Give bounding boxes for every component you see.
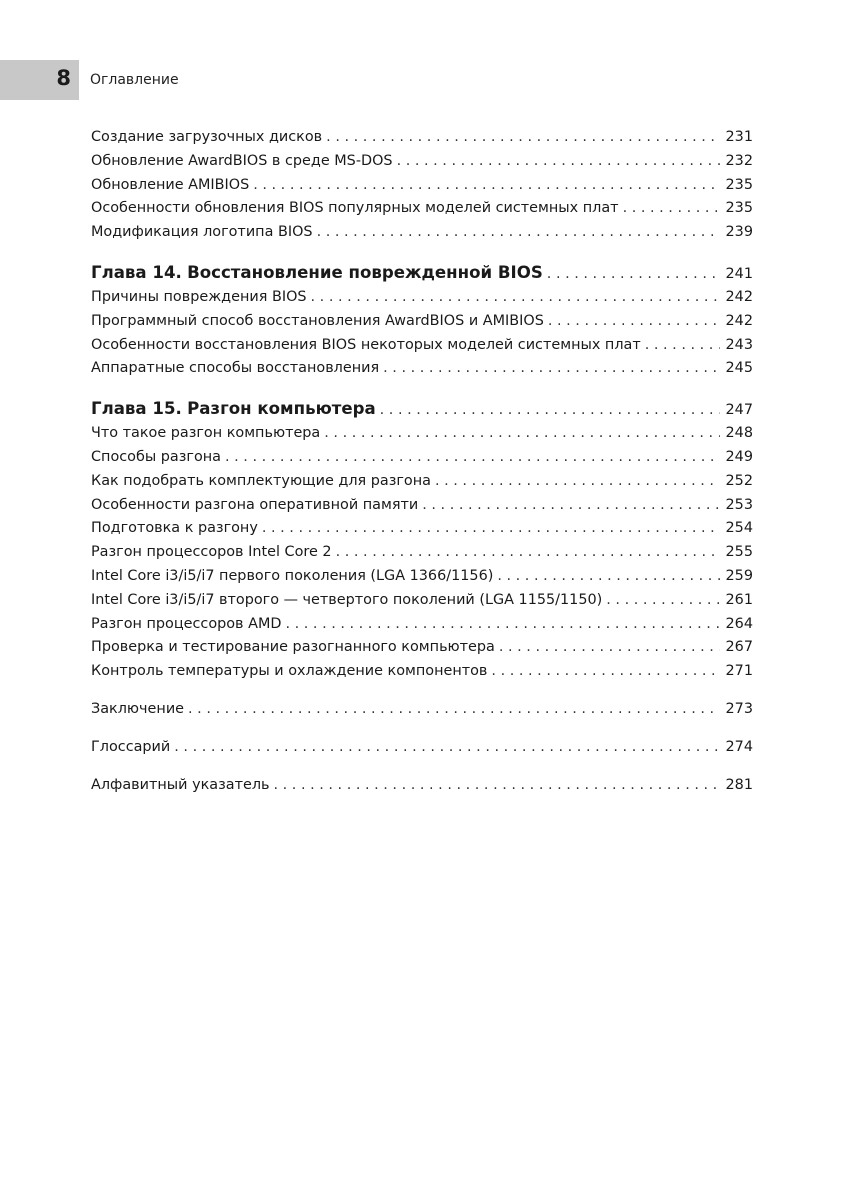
toc-entry[interactable] bbox=[91, 494, 753, 518]
dot-leader bbox=[435, 470, 720, 494]
toc-entry[interactable] bbox=[91, 470, 753, 494]
toc-entry[interactable] bbox=[91, 126, 753, 150]
toc-entry-title: Разгон процессоров AMD bbox=[91, 615, 282, 632]
toc-entry-title: Глоссарий bbox=[91, 738, 171, 755]
dot-leader bbox=[324, 422, 719, 446]
toc-entry-page: 273 bbox=[725, 700, 753, 717]
toc-entry-page: 267 bbox=[725, 639, 753, 656]
toc-entry-title: Разгон процессоров Intel Core 2 bbox=[91, 544, 332, 561]
toc-entry-page: 247 bbox=[725, 402, 753, 419]
toc-entry-page: 253 bbox=[725, 496, 753, 513]
toc-entry-page: 259 bbox=[725, 567, 753, 584]
dot-leader bbox=[253, 174, 719, 198]
toc-entry[interactable] bbox=[91, 174, 753, 198]
toc-entry-title: Intel Core i3/i5/i7 второго — четвертого поколений (LGA 1155/1150) bbox=[91, 591, 603, 608]
toc-entry[interactable] bbox=[91, 357, 753, 381]
toc-entry-page: 248 bbox=[725, 425, 753, 442]
dot-leader bbox=[174, 736, 719, 760]
toc-entry-title: Особенности разгона оперативной памяти bbox=[91, 496, 419, 513]
dot-leader bbox=[623, 197, 720, 221]
toc-entry-title: Обновление AwardBIOS в среде MS-DOS bbox=[91, 152, 393, 169]
toc-index[interactable] bbox=[91, 774, 753, 798]
toc-entry-page: 232 bbox=[725, 152, 753, 169]
toc-entry-page: 271 bbox=[725, 663, 753, 680]
chapter-label: Глава 14. bbox=[91, 262, 182, 282]
toc-entry-title: Что такое разгон компьютера bbox=[91, 425, 321, 442]
chapter-heading bbox=[91, 260, 547, 286]
toc-entry[interactable] bbox=[91, 589, 753, 613]
toc-entry[interactable] bbox=[91, 197, 753, 221]
dot-leader bbox=[225, 446, 720, 470]
toc-entry[interactable] bbox=[91, 446, 753, 470]
dot-leader bbox=[336, 541, 720, 565]
toc-entry-title: Как подобрать комплектующие для разгона bbox=[91, 472, 431, 489]
toc-entry-page: 242 bbox=[725, 312, 753, 329]
dot-leader bbox=[311, 286, 720, 310]
dot-leader bbox=[548, 310, 720, 334]
dot-leader bbox=[274, 774, 720, 798]
toc-entry-page: 239 bbox=[725, 224, 753, 241]
toc-entry-page: 231 bbox=[725, 129, 753, 145]
toc-entry-page: 235 bbox=[725, 200, 753, 217]
dot-leader bbox=[326, 126, 719, 150]
dot-leader bbox=[317, 221, 720, 245]
toc-entry-page: 249 bbox=[725, 448, 753, 465]
page-number-tab bbox=[0, 60, 79, 100]
toc-chapter-15[interactable] bbox=[91, 396, 753, 422]
toc-entry-title: Способы разгона bbox=[91, 448, 221, 465]
dot-leader bbox=[422, 494, 719, 518]
toc-entry[interactable] bbox=[91, 517, 753, 541]
toc-entry-title: Программный способ восстановления AwardBIOS и AMIBIOS bbox=[91, 312, 544, 329]
toc-glossary[interactable] bbox=[91, 736, 753, 760]
toc-entry-page: 255 bbox=[725, 544, 753, 561]
toc-entry-title: Особенности обновления BIOS популярных моделей системных плат bbox=[91, 200, 619, 217]
running-title: Оглавление bbox=[90, 72, 179, 88]
toc-entry-title: Особенности восстановления BIOS некоторых моделей системных плат bbox=[91, 336, 641, 353]
toc-entry[interactable] bbox=[91, 636, 753, 660]
dot-leader bbox=[188, 698, 720, 722]
chapter-heading bbox=[91, 396, 380, 422]
toc-entry-title: Причины повреждения BIOS bbox=[91, 288, 307, 305]
dot-leader bbox=[397, 150, 720, 174]
toc-entry-page: 264 bbox=[725, 615, 753, 632]
toc-entry[interactable] bbox=[91, 221, 753, 245]
dot-leader bbox=[606, 589, 719, 613]
dot-leader bbox=[380, 397, 720, 422]
toc-entry-title: Аппаратные способы восстановления bbox=[91, 360, 380, 377]
toc-entry[interactable] bbox=[91, 541, 753, 565]
dot-leader bbox=[645, 334, 720, 358]
toc-entry-page: 242 bbox=[725, 288, 753, 305]
dot-leader bbox=[499, 636, 720, 660]
dot-leader bbox=[547, 261, 720, 286]
dot-leader bbox=[497, 565, 719, 589]
dot-leader bbox=[491, 660, 719, 684]
toc-entry-page: 254 bbox=[725, 520, 753, 537]
dot-leader bbox=[383, 357, 719, 381]
toc-entry-title: Подготовка к разгону bbox=[91, 520, 258, 537]
toc-entry-title: Контроль температуры и охлаждение компонентов bbox=[91, 663, 488, 680]
toc-entry-title: Intel Core i3/i5/i7 первого поколения (LGA 1366/1156) bbox=[91, 567, 494, 584]
chapter-name: Разгон компьютера bbox=[187, 399, 376, 419]
toc-conclusion[interactable] bbox=[91, 698, 753, 722]
toc-entry-page: 243 bbox=[725, 336, 753, 353]
chapter-label: Глава 15. bbox=[91, 399, 182, 419]
toc-entry-title: Проверка и тестирование разогнанного компьютера bbox=[91, 639, 495, 656]
toc-entry[interactable] bbox=[91, 565, 753, 589]
toc-entry[interactable] bbox=[91, 660, 753, 684]
toc-entry-title: Обновление AMIBIOS bbox=[91, 176, 250, 193]
toc-entry[interactable] bbox=[91, 334, 753, 358]
toc-entry[interactable] bbox=[91, 613, 753, 637]
toc-entry-page: 274 bbox=[725, 738, 753, 755]
toc-entry-page: 235 bbox=[725, 176, 753, 193]
toc-chapter-14[interactable] bbox=[91, 260, 753, 286]
toc-entry-page: 245 bbox=[725, 360, 753, 377]
toc-entry-page: 261 bbox=[725, 591, 753, 608]
toc-entry-title: Модификация логотипа BIOS bbox=[91, 224, 313, 241]
toc-entry-title: Заключение bbox=[91, 700, 185, 717]
toc-entry-page: 252 bbox=[725, 472, 753, 489]
toc-entry-title: Алфавитный указатель bbox=[91, 776, 270, 793]
toc-entry-page: 281 bbox=[725, 776, 753, 793]
table-of-contents bbox=[91, 126, 753, 797]
toc-entry-title: Создание загрузочных дисков bbox=[91, 129, 323, 145]
toc-entry-page: 241 bbox=[725, 265, 753, 282]
toc-entry[interactable] bbox=[91, 286, 753, 310]
page-number: 8 bbox=[56, 66, 71, 90]
dot-leader bbox=[262, 517, 720, 541]
toc-entry[interactable] bbox=[91, 310, 753, 334]
dot-leader bbox=[285, 613, 719, 637]
toc-entry[interactable] bbox=[91, 422, 753, 446]
toc-entry[interactable] bbox=[91, 150, 753, 174]
chapter-name: Восстановление поврежденной BIOS bbox=[187, 262, 543, 282]
